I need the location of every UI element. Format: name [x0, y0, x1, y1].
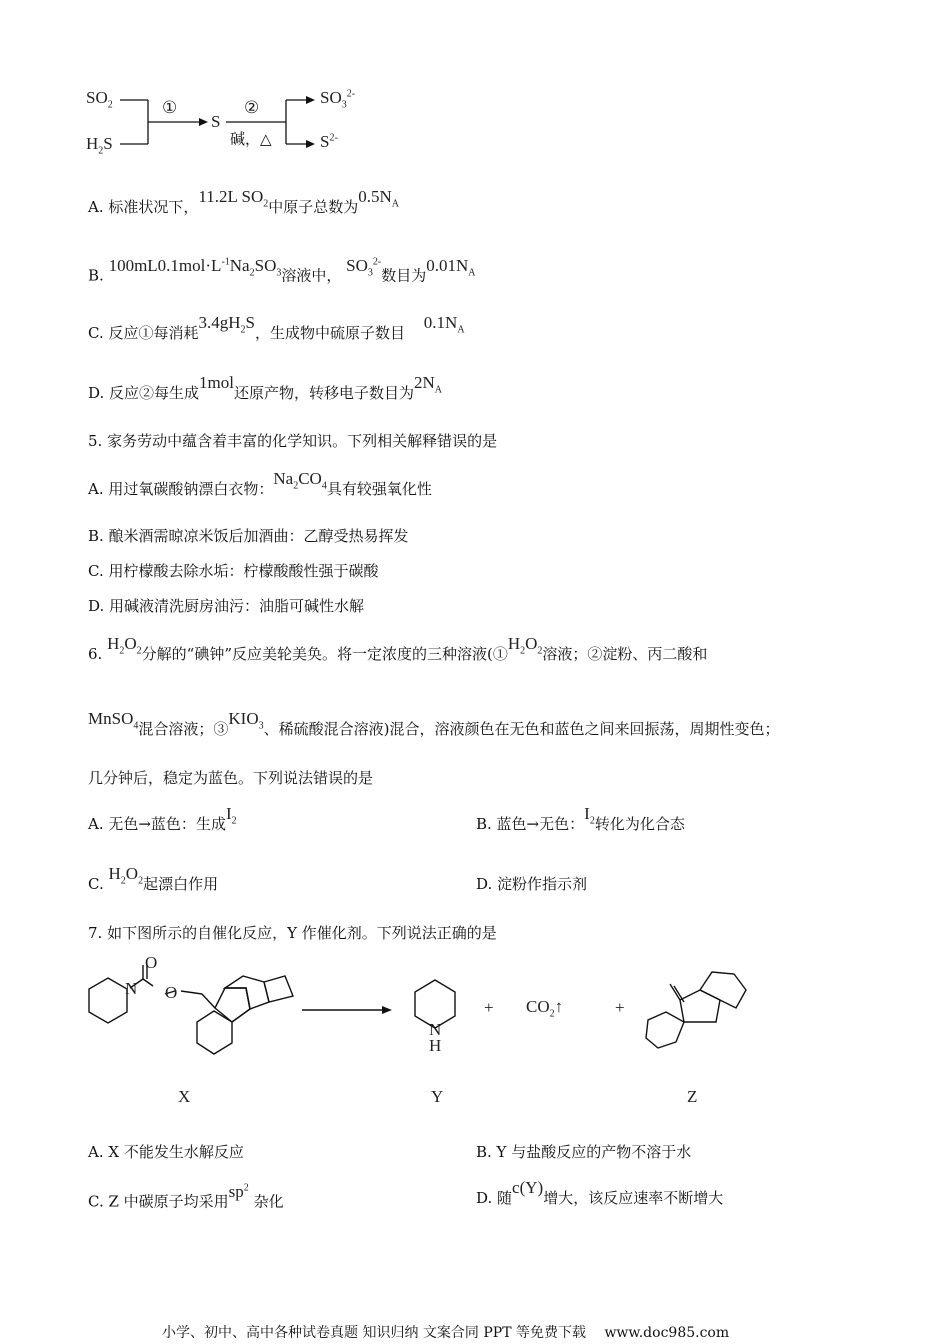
q6-stem-line2: MnSO$_4$混合溶液；$③KIO_3$、稀硫酸混合溶液)混合，溶液颜色在无色和蓝色之间来回振荡，周期性变色；: [88, 709, 780, 738]
q7-option-b: B. Y 与盐酸反应的产物不溶于水: [476, 1143, 692, 1161]
scheme-s2: $S^{2-}$: [320, 132, 338, 151]
x-ester-o: O: [165, 983, 178, 1002]
scheme-s: S: [211, 112, 221, 131]
q5-option-b: B. 酿米酒需晾凉米饭后加酒曲：乙醇受热易挥发: [88, 527, 409, 545]
q6-option-d: D. 淀粉作指示剂: [476, 875, 588, 893]
label-z: Z: [687, 1087, 698, 1106]
q5-option-c: C. 用柠檬酸去除水垢：柠檬酸酸性强于碳酸: [88, 562, 379, 580]
sulfur-scheme: [84, 82, 384, 162]
q7-stem: 7. 如下图所示的自催化反应，Y 作催化剂。下列说法正确的是: [88, 924, 497, 942]
scheme-step2: ②: [244, 98, 260, 117]
x-carbonyl-o: O: [145, 953, 158, 972]
q5-option-a: A. 用过氧碳酸钠漂白衣物：$Na_2CO_4$具有较强氧化性: [88, 469, 432, 498]
footer-text: [162, 1323, 729, 1343]
q6-stem-line1: 6. $H_2O_2$分解的“碘钟”反应美轮美奂。将一定浓度的三种溶液($①H_2O_2$溶液；②淀粉、丙二酸和: [88, 634, 708, 663]
scheme-step1: ①: [162, 98, 178, 117]
scheme-so2: $SO_2$: [86, 88, 113, 111]
q6-option-a: A. 无色→蓝色：生成$I_2$: [88, 804, 237, 833]
q4-option-b: B. $100mL0.1mol\cdot L^{-1}Na_2SO_3$溶液中， $SO_3^{2-}$数目为$0.01N_A$: [88, 255, 476, 285]
q7-option-a: A. X 不能发生水解反应: [88, 1143, 244, 1161]
x-ring-n: N: [125, 979, 138, 998]
footer-link[interactable]: www.doc985.com: [604, 1325, 730, 1341]
footer-left: 小学、初中、高中各种试卷真题 知识归纳 文案合同 PPT 等免费下载: [162, 1325, 586, 1341]
q6-option-c: C. $H_2O_2$起漂白作用: [88, 864, 219, 893]
label-y: Y: [431, 1087, 444, 1106]
q6-option-b: B. 蓝色→无色：$I_2$转化为化合态: [476, 804, 685, 833]
scheme-condition: 碱，△: [230, 130, 272, 148]
plus-sign-1: +: [484, 998, 494, 1017]
plus-sign-2: +: [615, 998, 625, 1017]
reaction-figure: [80, 950, 780, 1120]
q4-option-a: A. 标准状况下，11.2L $SO_2$中原子总数为$0.5N_A$: [88, 187, 400, 216]
q5-option-d: D. 用碱液清洗厨房油污：油脂可碱性水解: [88, 597, 365, 615]
q4-option-d: D. 反应②每生成1mol还原产物，转移电子数目为$2N_A$: [88, 373, 443, 402]
q6-stem-line3: 几分钟后，稳定为蓝色。下列说法错误的是: [88, 769, 374, 787]
label-x: X: [178, 1087, 191, 1106]
co2-product: $CO_2↑$: [526, 997, 564, 1020]
scheme-so3: $SO_3^{2-}$: [320, 88, 356, 111]
q4-option-c: C. 反应①每消耗$3.4gH_2S$，生成物中硫原子数目 $0.1N_A$: [88, 313, 465, 342]
q5-stem: 5. 家务劳动中蕴含着丰富的化学知识。下列相关解释错误的是: [88, 432, 498, 450]
y-ring-h: H: [429, 1036, 442, 1055]
q7-option-d: D. 随c(Y)增大，该反应速率不断增大: [476, 1178, 724, 1207]
q7-option-c: C. Z 中碳原子均采用$sp^2$ 杂化: [88, 1181, 284, 1211]
y-ring-n: N: [429, 1020, 442, 1039]
scheme-h2s: $H_2S$: [86, 134, 113, 157]
